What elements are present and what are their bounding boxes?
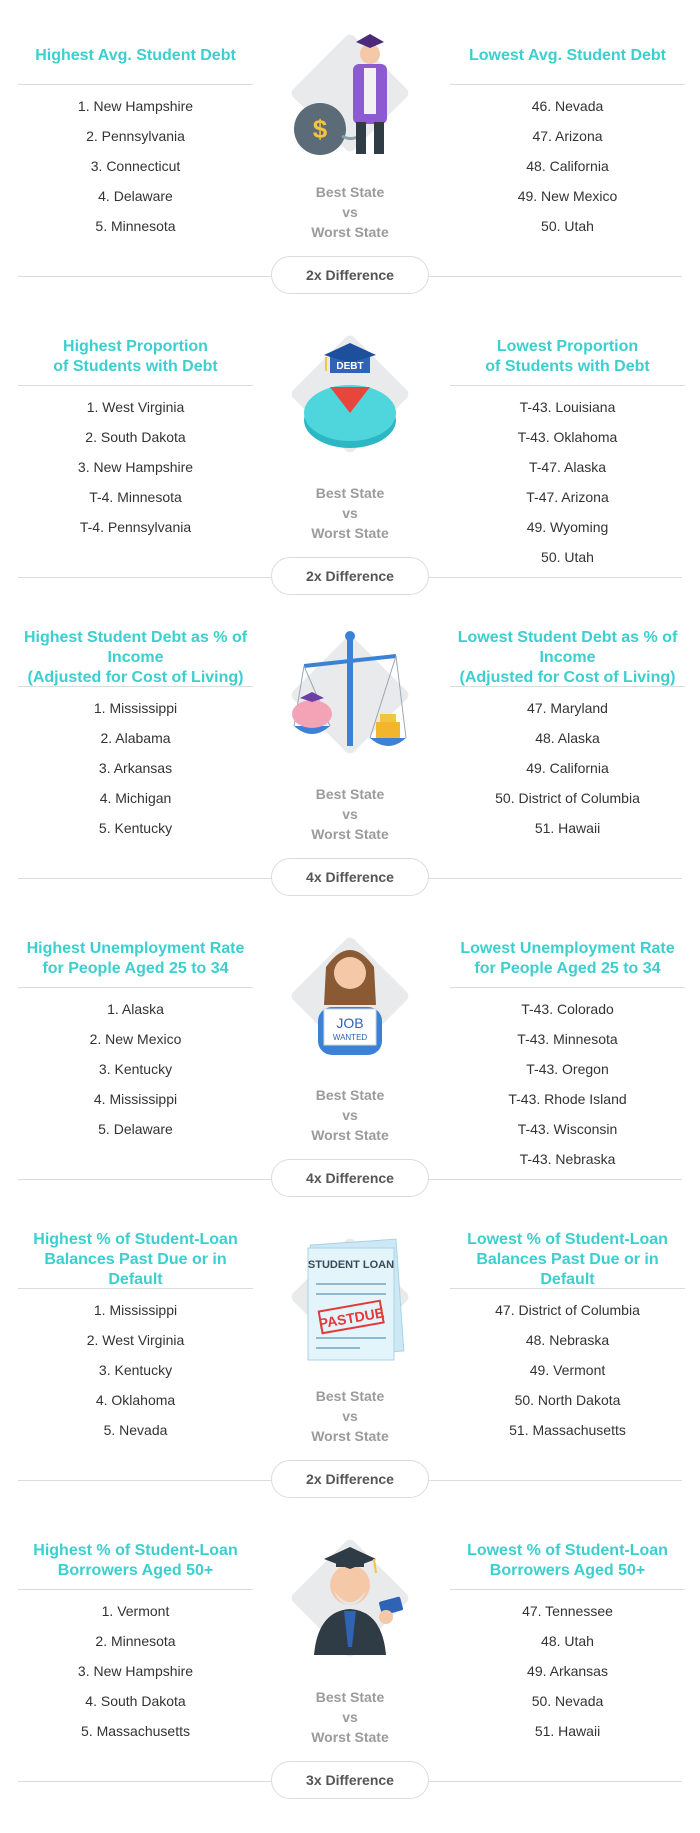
list-item: 2. Alabama xyxy=(100,730,171,746)
lowest-column xyxy=(450,626,685,843)
ranking-section-borrowers-50 xyxy=(0,1529,700,1829)
list-item: 3. New Hampshire xyxy=(77,459,194,475)
list-item: 50. Nevada xyxy=(531,1693,604,1709)
lowest-title: Lowest % of Student-Loan Borrowers Aged 50+ xyxy=(467,1542,668,1579)
list-item: 3. Arkansas xyxy=(98,760,173,776)
highest-title: Highest % of Student-Loan Borrowers Aged 50+ xyxy=(33,1542,238,1579)
center-illustration xyxy=(270,626,430,866)
list-item: 4. Delaware xyxy=(98,188,173,204)
list-item: 4. Mississippi xyxy=(93,1091,178,1107)
list-item: 2. Minnesota xyxy=(95,1633,176,1649)
list-item: 49. Arkansas xyxy=(527,1663,608,1679)
list-item: 51. Massachusetts xyxy=(509,1422,626,1438)
lowest-column xyxy=(450,24,685,241)
ranking-section-debt-income xyxy=(0,626,700,926)
job-wanted-sign-icon xyxy=(290,927,410,1077)
lowest-title: Lowest Proportion of Students with Debt xyxy=(485,338,650,375)
list-item: 48. Nebraska xyxy=(525,1332,610,1348)
highest-column xyxy=(18,927,253,1144)
wanted-text: WANTED xyxy=(332,1033,368,1042)
ranking-section-unemployment xyxy=(0,927,700,1227)
difference-badge: 4x Difference xyxy=(271,1159,429,1197)
graduate-ball-and-chain-icon xyxy=(290,24,410,174)
best-vs-worst: Best State vs Worst State xyxy=(311,786,389,842)
list-item: 50. North Dakota xyxy=(514,1392,621,1408)
piggy-bank-scale-icon xyxy=(290,626,410,776)
lowest-title: Lowest % of Student-Loan Balances Past Due or in Default xyxy=(467,1231,668,1288)
list-item: 2. South Dakota xyxy=(85,429,186,445)
best-vs-worst: Best State vs Worst State xyxy=(311,1689,389,1745)
list-item: 47. Arizona xyxy=(532,128,603,144)
list-item: T-43. Colorado xyxy=(521,1001,614,1017)
highest-title: Highest Unemployment Rate for People Aged 25 to 34 xyxy=(26,940,245,977)
list-item: 47. Maryland xyxy=(527,700,608,716)
highest-title: Highest Proportion of Students with Debt xyxy=(53,338,218,375)
list-item: 5. Delaware xyxy=(98,1121,173,1137)
student-loan-past-due-document-icon xyxy=(290,1228,410,1378)
best-vs-worst: Best State vs Worst State xyxy=(311,184,389,240)
list-item: 46. Nevada xyxy=(531,98,604,114)
debt-text: DEBT xyxy=(336,361,364,372)
list-item: 1. West Virginia xyxy=(86,399,185,415)
highest-column xyxy=(18,1529,253,1746)
best-vs-worst: Best State vs Worst State xyxy=(311,1087,389,1143)
highest-column xyxy=(18,626,253,843)
center-illustration xyxy=(270,1529,430,1769)
list-item: 5. Massachusetts xyxy=(81,1723,190,1739)
list-item: 4. South Dakota xyxy=(85,1693,186,1709)
difference-badge: 2x Difference xyxy=(271,1460,429,1498)
best-vs-worst: Best State vs Worst State xyxy=(311,485,389,541)
list-item: 2. Pennsylvania xyxy=(86,128,185,144)
center-illustration xyxy=(270,1228,430,1468)
list-item: T-43. Wisconsin xyxy=(517,1121,618,1137)
list-item: T-43. Nebraska xyxy=(519,1151,616,1167)
list-item: 49. California xyxy=(526,760,609,776)
list-item: T-43. Oklahoma xyxy=(517,429,618,445)
list-item: 51. Hawaii xyxy=(534,820,601,836)
list-item: 49. Wyoming xyxy=(526,519,609,535)
highest-column xyxy=(18,24,253,241)
list-item: T-43. Oregon xyxy=(526,1061,609,1077)
list-item: 1. Mississippi xyxy=(93,1302,178,1318)
difference-badge: 3x Difference xyxy=(271,1761,429,1799)
list-item: 1. Vermont xyxy=(101,1603,170,1619)
highest-title: Highest Avg. Student Debt xyxy=(35,47,236,64)
list-item: 49. New Mexico xyxy=(517,188,618,204)
list-item: 3. New Hampshire xyxy=(77,1663,194,1679)
ranking-section-past-due xyxy=(0,1228,700,1528)
list-item: 48. Utah xyxy=(541,1633,594,1649)
past-due-text: PASTDUE xyxy=(317,1304,386,1332)
center-illustration xyxy=(270,927,430,1167)
list-item: 4. Michigan xyxy=(99,790,172,806)
center-illustration xyxy=(270,325,430,565)
lowest-column xyxy=(450,927,685,1174)
list-item: 47. Tennessee xyxy=(522,1603,613,1619)
lowest-column xyxy=(450,1529,685,1746)
list-item: 48. Alaska xyxy=(535,730,600,746)
older-graduate-with-credit-card-icon xyxy=(290,1529,410,1679)
list-item: 5. Kentucky xyxy=(98,820,173,836)
highest-column xyxy=(18,325,253,542)
list-item: 4. Oklahoma xyxy=(95,1392,176,1408)
list-item: 3. Kentucky xyxy=(98,1061,173,1077)
svg-text:$: $ xyxy=(312,114,328,144)
highest-title: Highest % of Student-Loan Balances Past Due or in Default xyxy=(33,1231,238,1288)
list-item: 5. Nevada xyxy=(103,1422,168,1438)
list-item: T-43. Louisiana xyxy=(519,399,616,415)
debt-pie-chart-icon xyxy=(290,325,410,475)
lowest-column xyxy=(450,325,685,572)
list-item: 2. West Virginia xyxy=(86,1332,185,1348)
list-item: 3. Connecticut xyxy=(90,158,181,174)
list-item: 47. District of Columbia xyxy=(495,1302,640,1318)
list-item: 2. New Mexico xyxy=(89,1031,182,1047)
ranking-section-avg-debt xyxy=(0,24,700,324)
difference-badge: 2x Difference xyxy=(271,256,429,294)
student-loan-text: STUDENT LOAN xyxy=(307,1259,395,1271)
list-item: 1. New Hampshire xyxy=(77,98,194,114)
list-item: T-47. Alaska xyxy=(528,459,607,475)
list-item: 51. Hawaii xyxy=(534,1723,601,1739)
list-item: 5. Minnesota xyxy=(95,218,176,234)
list-item: T-43. Minnesota xyxy=(517,1031,618,1047)
highest-title: Highest Student Debt as % of Income (Adjusted for Cost of Living) xyxy=(23,629,248,686)
list-item: 49. Vermont xyxy=(529,1362,606,1378)
difference-badge: 4x Difference xyxy=(271,858,429,896)
lowest-column xyxy=(450,1228,685,1445)
list-item: 3. Kentucky xyxy=(98,1362,173,1378)
list-item: 50. Utah xyxy=(541,549,594,565)
list-item: 50. Utah xyxy=(541,218,594,234)
best-vs-worst: Best State vs Worst State xyxy=(311,1388,389,1444)
list-item: 1. Mississippi xyxy=(93,700,178,716)
list-item: T-4. Minnesota xyxy=(89,489,182,505)
list-item: T-4. Pennsylvania xyxy=(79,519,192,535)
lowest-title: Lowest Unemployment Rate for People Aged 25 to 34 xyxy=(460,940,675,977)
list-item: 1. Alaska xyxy=(107,1001,164,1017)
list-item: 50. District of Columbia xyxy=(495,790,640,806)
difference-badge: 2x Difference xyxy=(271,557,429,595)
ranking-section-proportion-debt xyxy=(0,325,700,625)
list-item: T-47. Arizona xyxy=(526,489,609,505)
lowest-title: Lowest Student Debt as % of Income (Adjusted for Cost of Living) xyxy=(457,629,678,686)
highest-column xyxy=(18,1228,253,1445)
list-item: T-43. Rhode Island xyxy=(508,1091,627,1107)
center-illustration xyxy=(270,24,430,264)
job-text: JOB xyxy=(336,1015,364,1031)
lowest-title: Lowest Avg. Student Debt xyxy=(468,47,667,64)
list-item: 48. California xyxy=(526,158,609,174)
